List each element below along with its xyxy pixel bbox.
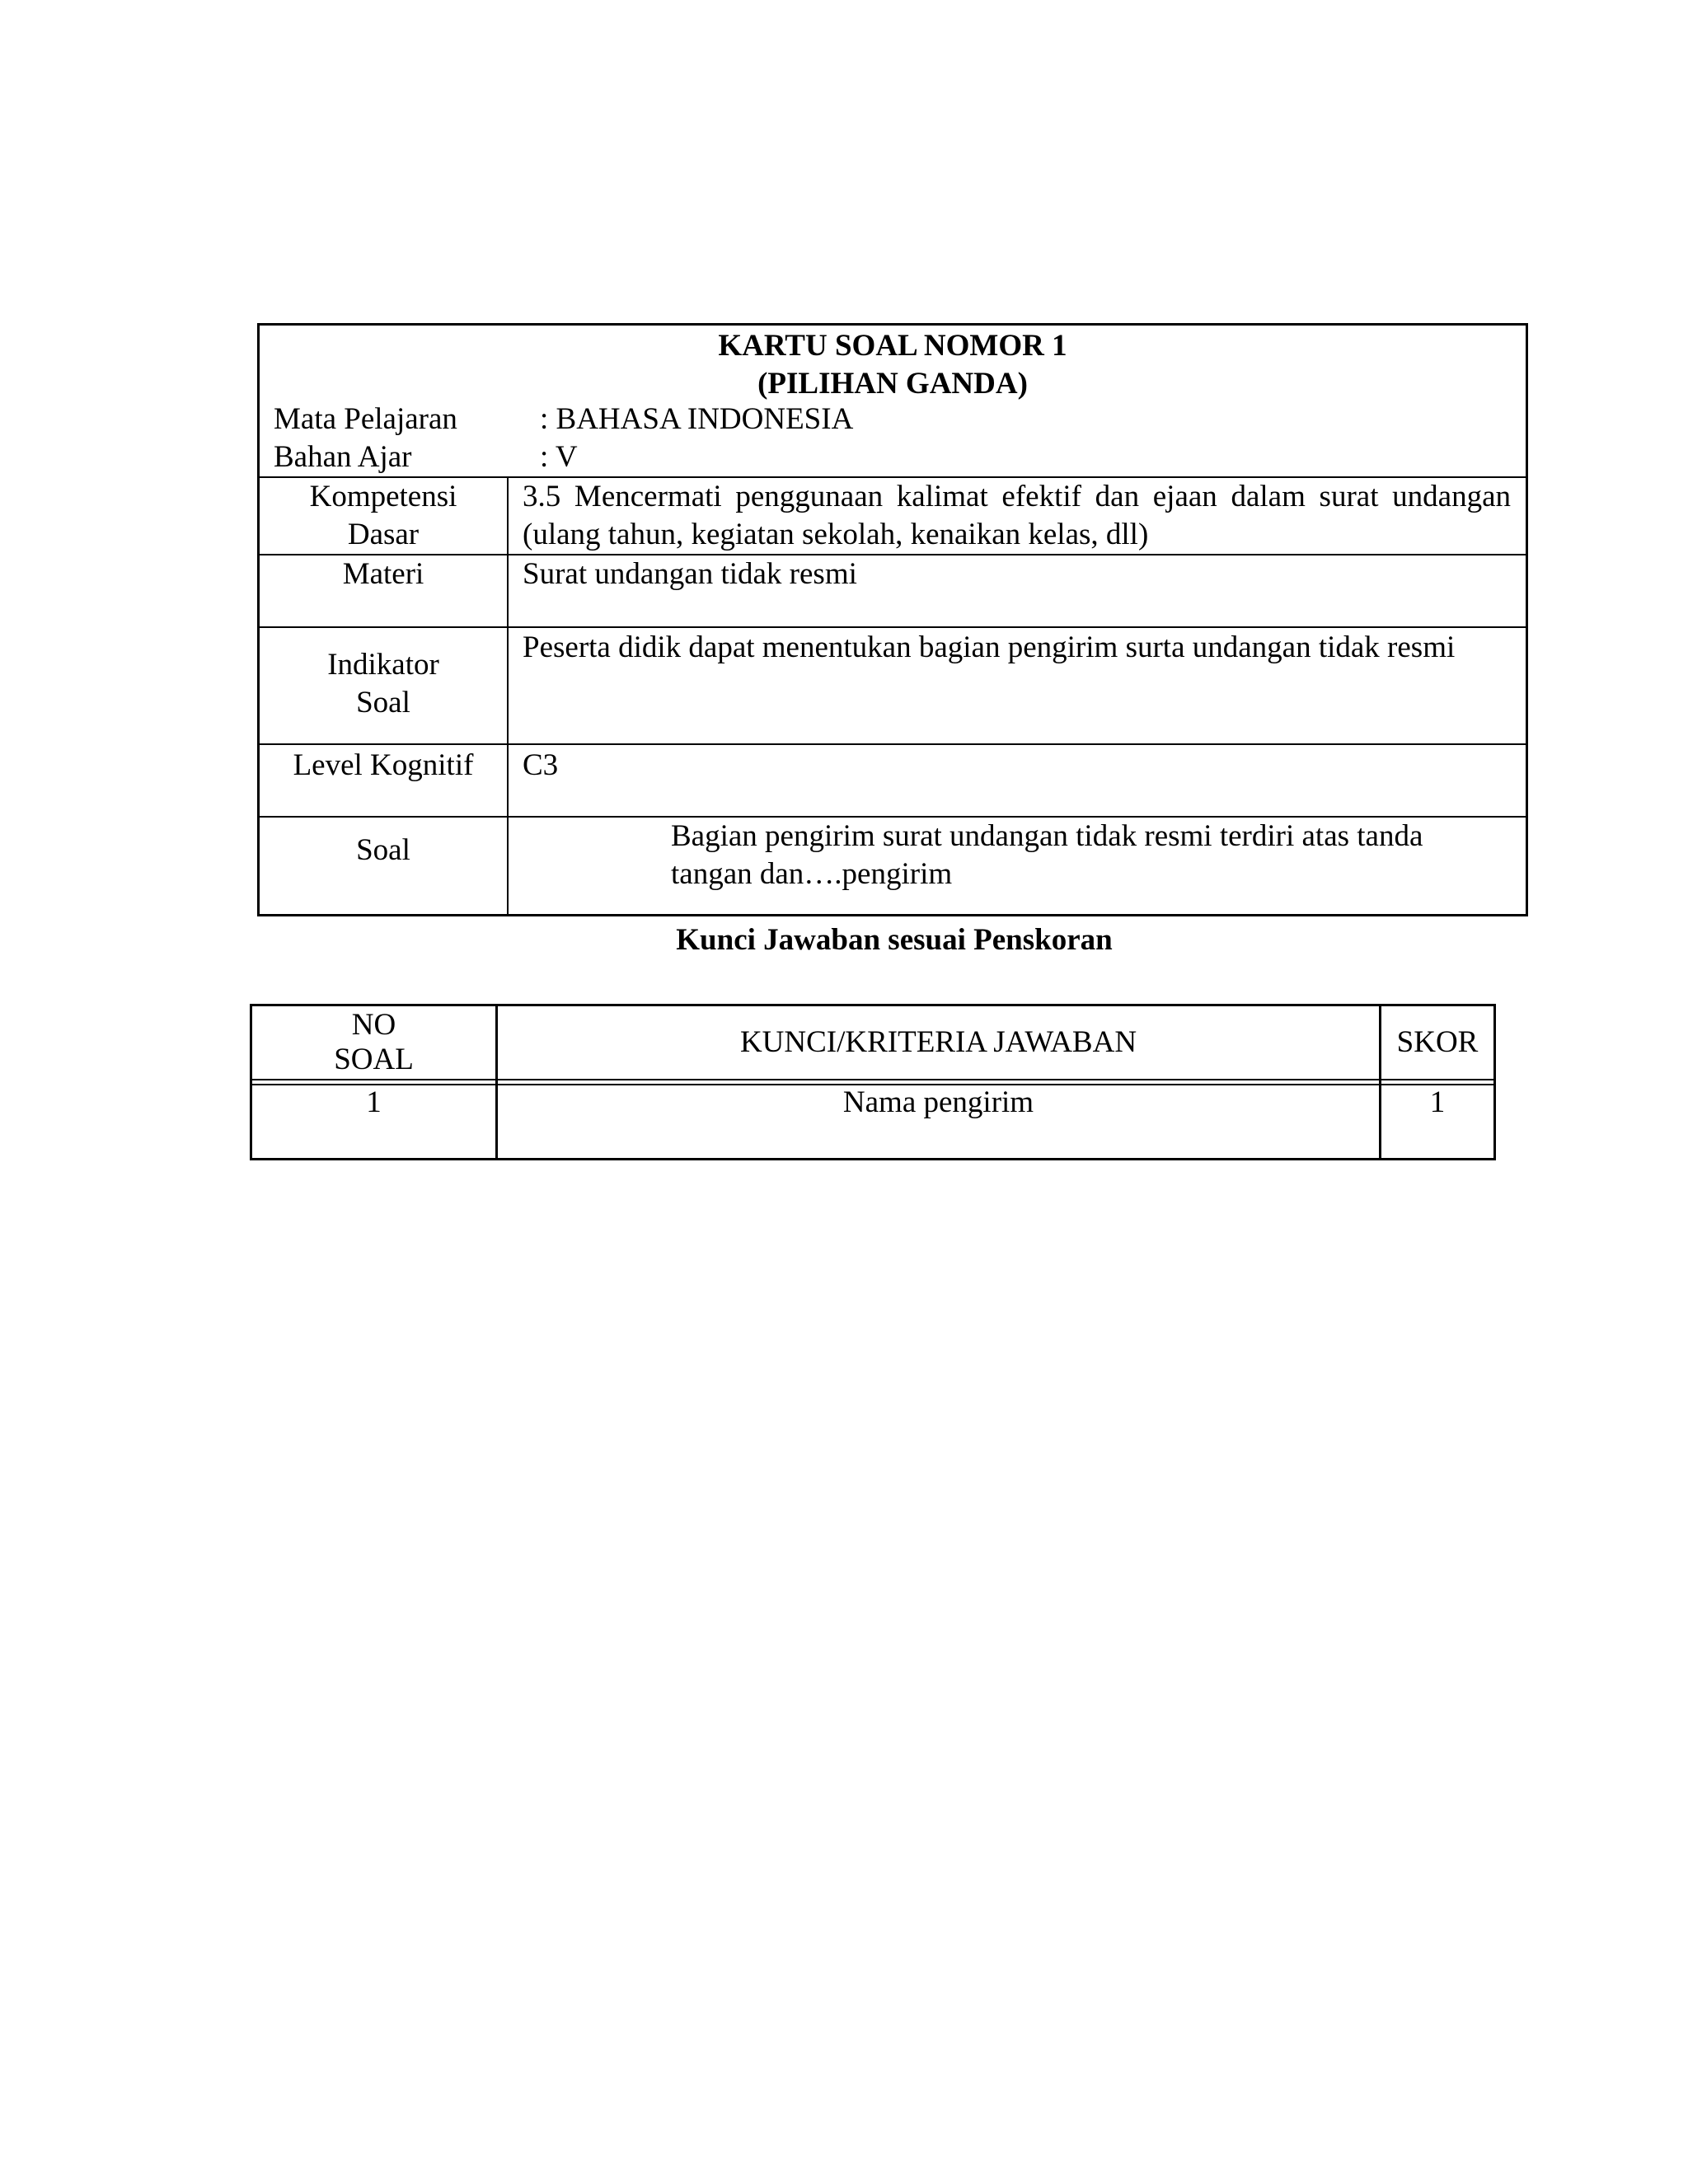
level-kognitif-value-cell xyxy=(507,745,1526,816)
indikator-label-line1: Indikator xyxy=(327,648,439,682)
header-no-line2: SOAL xyxy=(334,1043,414,1076)
header-no-line1: NO xyxy=(351,1008,396,1042)
kompetensi-dasar-value: 3.5 Mencermati penggunaan kalimat efektif dan ejaan dalam surat undangan (ulang tahun, kegiatan sekolah, kenaikan kelas, dll) xyxy=(523,480,1511,551)
header-no-soal xyxy=(252,1006,495,1079)
row-soal xyxy=(260,818,1526,916)
mata-pelajaran-value: : BAHASA INDONESIA xyxy=(540,402,854,436)
row-materi xyxy=(260,555,1526,628)
answer-key-heading: Kunci Jawaban sesuai Penskoran xyxy=(676,923,1113,957)
row-level-kognitif xyxy=(260,745,1526,818)
kompetensi-label-line2: Dasar xyxy=(347,518,420,551)
question-card xyxy=(257,323,1528,916)
bahan-ajar-label: Bahan Ajar xyxy=(274,440,412,474)
kompetensi-dasar-value-cell xyxy=(507,478,1526,554)
level-kognitif-label: Level Kognitif xyxy=(293,748,474,782)
row-indikator-soal xyxy=(260,628,1526,745)
row-kompetensi-dasar xyxy=(260,478,1526,555)
cell-no: 1 xyxy=(366,1085,382,1119)
header-divider xyxy=(252,1079,1493,1080)
card-title-line1: KARTU SOAL NOMOR 1 xyxy=(718,329,1067,363)
soal-value-cell xyxy=(507,818,1526,916)
cell-skor: 1 xyxy=(1429,1085,1446,1119)
materi-value-cell xyxy=(507,555,1526,626)
kompetensi-dasar-label xyxy=(260,478,507,554)
card-title xyxy=(260,327,1526,403)
soal-label: Soal xyxy=(356,833,410,867)
header-skor: SKOR xyxy=(1396,1025,1479,1059)
answer-table-header xyxy=(252,1006,1493,1079)
card-title-line2: (PILIHAN GANDA) xyxy=(757,367,1028,401)
bahan-ajar-value: : V xyxy=(540,440,578,474)
indikator-soal-label xyxy=(260,628,507,743)
card-header xyxy=(260,326,1526,478)
table-row xyxy=(252,1085,1493,1158)
indikator-soal-value-cell xyxy=(507,628,1526,743)
level-kognitif-value: C3 xyxy=(523,748,559,782)
header-kunci: KUNCI/KRITERIA JAWABAN xyxy=(739,1025,1137,1059)
indikator-label-line2: Soal xyxy=(356,686,410,719)
indikator-soal-value: Peserta didik dapat menentukan bagian pengirim surta undangan tidak resmi xyxy=(523,630,1456,664)
materi-label: Materi xyxy=(342,557,424,591)
cell-kunci: Nama pengirim xyxy=(842,1085,1034,1119)
answer-key-table xyxy=(250,1004,1496,1160)
kompetensi-label-line1: Kompetensi xyxy=(309,480,457,513)
materi-value: Surat undangan tidak resmi xyxy=(523,557,857,591)
mata-pelajaran-label: Mata Pelajaran xyxy=(274,402,457,436)
soal-value: Bagian pengirim surat undangan tidak resmi terdiri atas tanda tangan dan….pengirim xyxy=(671,819,1423,891)
